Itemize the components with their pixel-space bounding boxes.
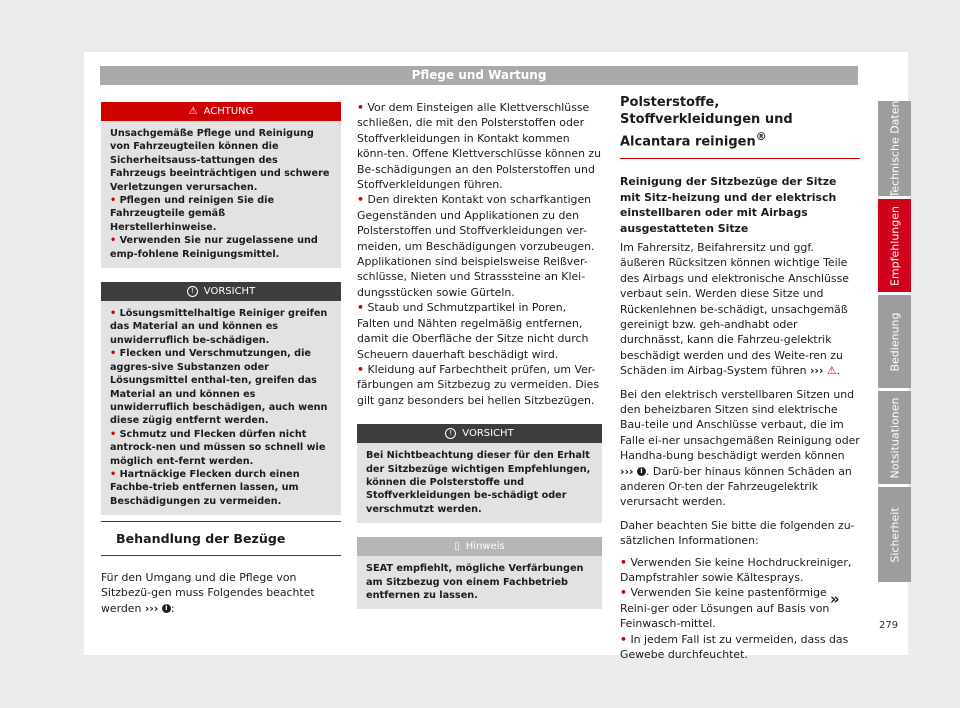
caution-item: • Hartnäckige Flecken durch einen Fachbe-trieb entfernen lassen, um Beschädigungen zu vermeiden. xyxy=(110,468,300,507)
info-icon: i xyxy=(162,604,171,613)
warning-title: ACHTUNG xyxy=(203,105,254,117)
section-title: Behandlung der Bezüge xyxy=(116,531,286,546)
tab-empfehlungen[interactable]: Empfehlungen xyxy=(878,199,911,292)
caution-body xyxy=(101,301,341,515)
section-divider xyxy=(101,521,341,522)
caution-box-2 xyxy=(357,424,602,523)
warning-triangle-icon: ⚠ xyxy=(188,105,198,117)
caution-circle-icon: ! xyxy=(445,428,456,439)
paragraph: Daher beachten Sie bitte die folgenden zu-sätzlichen Informationen: xyxy=(620,518,855,548)
caution-title: VORSICHT xyxy=(203,285,256,297)
tab-notsituationen[interactable]: Notsituationen xyxy=(878,391,911,484)
list-item: • Staub und Schmutzpartikel in Poren, Falten und Nähten regelmäßig entfernen, damit die Oberfläche der Sitze nicht durch Scheuern dauerhaft beschädigt wird. xyxy=(357,301,589,361)
list-item: • Verwenden Sie keine pastenförmige Reini-ger oder Lösungen auf Basis von Feinwasch-mittel. xyxy=(620,586,830,631)
caution-body xyxy=(357,443,602,523)
paragraph: Im Fahrersitz, Beifahrersitz und ggf. äußeren Rücksitzen können wichtige Teile des Airbags und elektronische Anschlüsse verbaut sein. Werden diese Sitze und Rückenlehnen be-schädigt, unsachgemäß gereinigt bzw. geh-andhabt oder durchnässt, kann die Fahrzeu-gelektrik beschädigt werden und des Weite-ren zu Schäden im Airbag-System führen ››› ⚠. xyxy=(620,240,849,378)
caution-item: • Lösungsmittelhaltige Reiniger greifen das Material an und können es unwiderruflich be-schädigen. xyxy=(110,308,328,346)
warning-header xyxy=(101,102,341,121)
info-icon: i xyxy=(637,467,646,476)
caution-header xyxy=(101,282,341,301)
warning-intro: Unsachgemäße Pflege und Reinigung von Fahrzeugteilen können die Sicherheitsauss-tattungen des Fahrzeugs beeinträchtigen und schwere Verletzungen verursachen. xyxy=(110,128,330,193)
list-item: • Den direkten Kontakt von scharfkantigen Gegenständen und Applikationen zu den Polsterstoffen und Stoffverkleidungen ver-meiden, um Beschädigungen vorzubeugen. Applikationen sind beispielsweise Reißver-schlüsse, Nieten und Strasssteine an Klei-dungsstücken sowie Gürteln. xyxy=(357,193,595,299)
list-item: • Kleidung auf Farbechtheit prüfen, um Ver-färbungen am Sitzbezug zu vermeiden. Dies gilt ganz besonders bei hellen Sitzbezügen. xyxy=(357,362,600,407)
section-bezuege xyxy=(101,521,341,616)
warning-item: • Pflegen und reinigen Sie die Fahrzeugteile gemäß Herstellerhinweise. xyxy=(110,195,275,233)
tab-technische-daten[interactable]: Technische Daten xyxy=(878,101,911,196)
note-body xyxy=(357,556,602,609)
list-item: • Vor dem Einsteigen alle Klettverschlüsse schließen, die mit den Polsterstoffen oder Stoffverkleidungen in Kontakt kommen könn-ten. Offene Klettverschlüsse können zu Be-schädigungen an den Polsterstoffen und Stoffverkleidungen führen. xyxy=(357,101,602,192)
column-right xyxy=(620,94,860,663)
section-text: Für den Umgang und die Pflege von Sitzbezü-gen muss Folgendes beachtet werden ››› i : xyxy=(101,571,315,615)
note-title: Hinweis xyxy=(465,540,505,552)
tab-sicherheit[interactable]: Sicherheit xyxy=(878,487,911,582)
page-number: 279 xyxy=(879,620,899,631)
section-divider xyxy=(620,158,860,159)
note-header xyxy=(357,537,602,556)
warning-box xyxy=(101,102,341,268)
subheading: Reinigung der Sitzbezüge der Sitze mit Sitz-heizung und der elektrisch einstellbaren oder mit Airbags ausgestatteten Sitze xyxy=(620,175,837,235)
caution-box xyxy=(101,282,341,515)
caution-title: VORSICHT xyxy=(462,427,514,439)
column-middle xyxy=(357,100,602,609)
section-title: Polsterstoffe, Stoffverkleidungen und Alcantara reinigen® xyxy=(620,95,793,150)
caution-item: • Schmutz und Flecken dürfen nicht antrock-nen und müssen so schnell wie möglich ent-fernt werden. xyxy=(110,428,326,467)
note-box xyxy=(357,537,602,609)
section-divider xyxy=(101,555,341,556)
caution-header xyxy=(357,424,602,443)
paragraph: Bei den elektrisch verstellbaren Sitzen und den beheizbaren Sitzen sind elektrische Bau-teile und Anschlüsse verbaut, die im Falle ei-ner unsachgemäßen Reinigung oder Handha-bung beschädigt werden können ››› i . Darü-ber hinaus können Schäden an anderen Or-ten der Fahrzeugelektrik verursacht werden. xyxy=(620,387,860,509)
warning-item: • Verwenden Sie nur zugelassene und emp-fohlene Reinigungsmittel. xyxy=(110,235,318,260)
warning-body xyxy=(101,121,341,268)
tab-bedienung[interactable]: Bedienung xyxy=(878,295,911,388)
reference-arrows[interactable]: ››› xyxy=(809,364,824,378)
caution-text: Bei Nichtbeachtung dieser für den Erhalt der Sitzbezüge wichtigen Empfehlungen, können die Polsterstoffe und Stoffverkleidungen be-schädigt oder verschmutzt werden. xyxy=(366,450,591,515)
caution-item: • Flecken und Verschmutzungen, die aggres-sive Substanzen oder Lösungsmittel enthal-ten, greifen das Material an und können es unwiderruflich beschädigen, auch wenn diese zügig entfernt werden. xyxy=(110,348,328,427)
reference-arrows[interactable]: ››› xyxy=(620,464,634,478)
note-text: SEAT empfiehlt, mögliche Verfärbungen am Sitzbezug von einem Fachbetrieb entfernen zu lassen. xyxy=(366,563,584,601)
list-item: • In jedem Fall ist zu vermeiden, dass das Gewebe durchfeuchtet. xyxy=(620,632,849,662)
page-header: Pflege und Wartung xyxy=(100,66,858,85)
column-left xyxy=(101,102,341,515)
continue-icon: » xyxy=(830,590,840,608)
note-icon: ▯ xyxy=(454,540,460,552)
caution-circle-icon: ! xyxy=(187,286,198,297)
reference-arrows[interactable]: ››› xyxy=(144,601,159,615)
warning-triangle-icon: ⚠ xyxy=(826,364,837,378)
list-item: • Verwenden Sie keine Hochdruckreiniger, Dampfstrahler sowie Kältesprays. xyxy=(620,555,852,585)
